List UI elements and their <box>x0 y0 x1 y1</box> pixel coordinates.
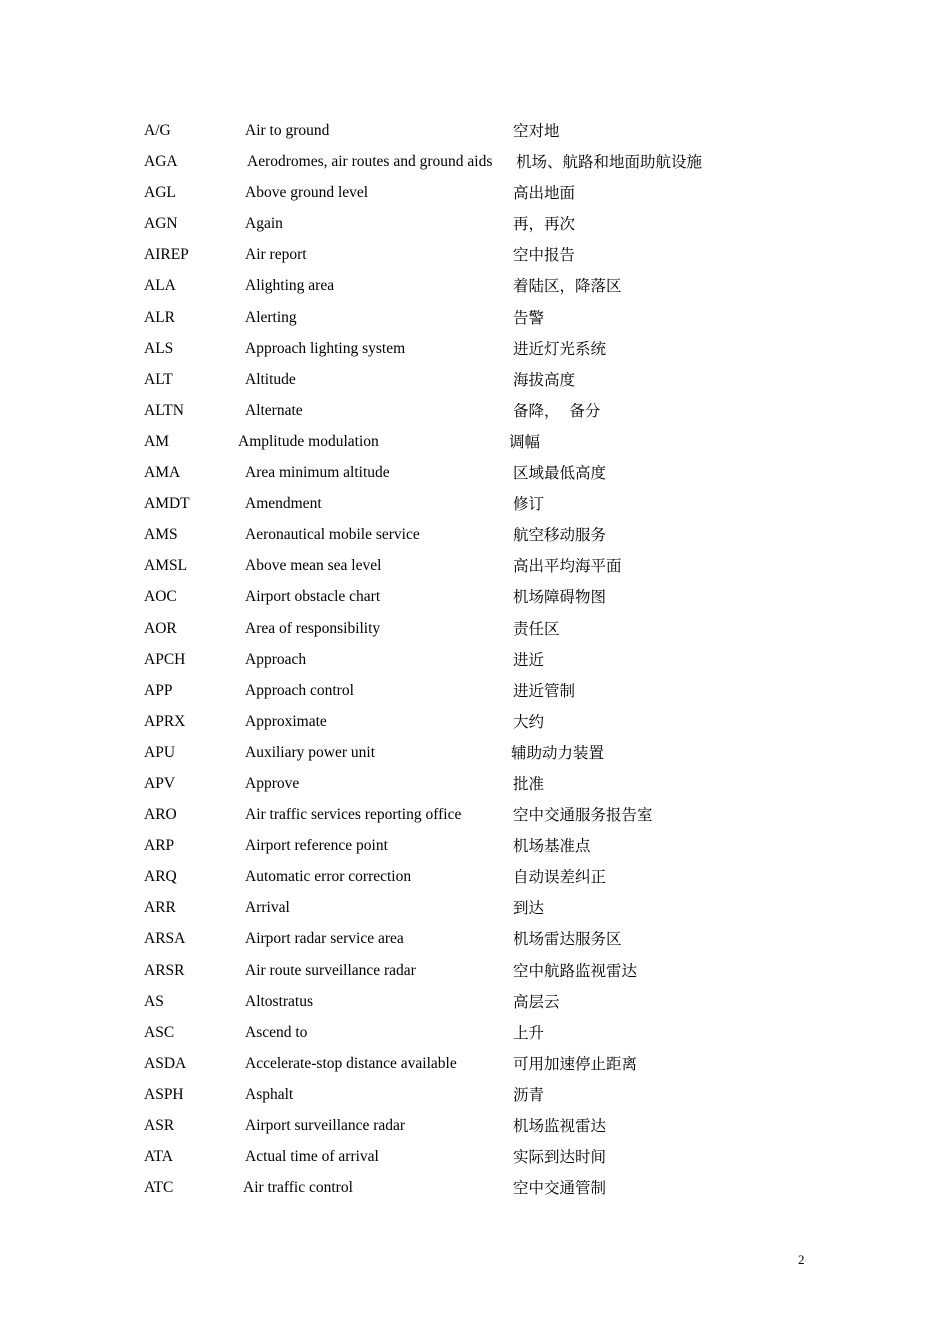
list-item <box>0 956 950 987</box>
abbreviation: ALTN <box>144 401 184 419</box>
abbreviation: APRX <box>144 712 186 730</box>
english-term: Actual time of arrival <box>245 1148 379 1166</box>
list-item <box>0 116 950 147</box>
list-item <box>0 676 950 707</box>
list-item <box>0 303 950 334</box>
english-term: Ascend to <box>245 1023 308 1041</box>
abbreviation: ARSR <box>144 961 185 979</box>
chinese-term: 高出平均海平面 <box>513 557 622 576</box>
list-item <box>0 271 950 302</box>
list-item <box>0 831 950 862</box>
list-item <box>0 1049 950 1080</box>
list-item <box>0 365 950 396</box>
abbreviation: ARR <box>144 899 176 917</box>
list-item <box>0 520 950 551</box>
list-item <box>0 924 950 955</box>
chinese-term: 海拔高度 <box>513 370 576 389</box>
chinese-term: 再，再次 <box>513 215 576 234</box>
abbreviation: AGL <box>144 184 176 202</box>
abbreviation: AGA <box>144 153 178 171</box>
list-item <box>0 893 950 924</box>
abbreviation: ARO <box>144 806 177 824</box>
list-item <box>0 1018 950 1049</box>
abbreviation: ARQ <box>144 868 177 886</box>
abbreviation: AGN <box>144 215 178 233</box>
chinese-term: 高出地面 <box>513 184 576 203</box>
chinese-term: 空中报告 <box>513 246 576 265</box>
chinese-term: 着陆区，降落区 <box>513 277 622 296</box>
english-term: Automatic error correction <box>245 868 412 886</box>
abbreviation: APV <box>144 774 176 792</box>
english-term: Asphalt <box>245 1085 294 1103</box>
list-item <box>0 489 950 520</box>
chinese-term: 调幅 <box>509 432 541 451</box>
english-term: Above mean sea level <box>245 557 382 575</box>
list-item <box>0 1142 950 1173</box>
chinese-term: 实际到达时间 <box>513 1148 607 1167</box>
abbreviation: ASDA <box>144 1054 187 1072</box>
chinese-term: 进近 <box>513 650 545 669</box>
list-item <box>0 769 950 800</box>
list-item <box>0 178 950 209</box>
english-term: Air route surveillance radar <box>245 961 416 979</box>
list-item <box>0 334 950 365</box>
abbreviation: AMSL <box>144 557 188 575</box>
abbreviation: ASPH <box>144 1085 184 1103</box>
english-term: Altitude <box>245 370 296 388</box>
abbreviation: AIREP <box>144 246 189 264</box>
list-item <box>0 582 950 613</box>
list-item <box>0 147 950 178</box>
list-item <box>0 427 950 458</box>
english-term: Again <box>245 215 283 233</box>
chinese-term: 沥青 <box>513 1085 545 1104</box>
abbreviation: ATA <box>144 1148 173 1166</box>
chinese-term: 机场、航路和地面助航设施 <box>516 153 703 172</box>
english-term: Airport obstacle chart <box>245 588 381 606</box>
chinese-term: 备降， 备分 <box>513 401 601 420</box>
chinese-term: 进近灯光系统 <box>513 339 607 358</box>
abbreviation: ALT <box>144 370 173 388</box>
chinese-term: 可用加速停止距离 <box>513 1054 638 1073</box>
english-term: Aerodromes, air routes and ground aids <box>247 153 493 171</box>
chinese-term: 空中航路监视雷达 <box>513 961 638 980</box>
list-item <box>0 240 950 271</box>
list-item <box>0 614 950 645</box>
abbreviation: AMA <box>144 464 181 482</box>
abbreviation: ALS <box>144 339 174 357</box>
english-term: Air to ground <box>245 122 330 139</box>
abbreviation: ALA <box>144 277 176 295</box>
chinese-term: 机场基准点 <box>513 837 591 856</box>
english-term: Aeronautical mobile service <box>245 526 420 544</box>
abbreviation: ASR <box>144 1117 175 1134</box>
chinese-term: 机场监视雷达 <box>513 1117 607 1135</box>
english-term: Air traffic services reporting office <box>245 806 462 824</box>
abbreviation: ALR <box>144 308 175 326</box>
list-item <box>0 551 950 582</box>
abbreviation: AS <box>144 992 164 1010</box>
abbreviation: AOR <box>144 619 177 637</box>
chinese-term: 自动误差纠正 <box>513 868 607 887</box>
english-term: Approach <box>245 650 307 668</box>
abbreviation: ARP <box>144 837 175 855</box>
chinese-term: 责任区 <box>513 619 560 638</box>
list-item <box>0 396 950 427</box>
list-item <box>0 1173 950 1204</box>
chinese-term: 到达 <box>513 899 545 918</box>
english-term: Amplitude modulation <box>238 432 379 450</box>
english-term: Area of responsibility <box>245 619 381 637</box>
english-term: Amendment <box>245 495 322 513</box>
abbreviation: APCH <box>144 650 186 668</box>
list-item <box>0 645 950 676</box>
english-term: Airport radar service area <box>245 930 404 948</box>
list-item <box>0 862 950 893</box>
english-term: Arrival <box>245 899 290 917</box>
english-term: Altostratus <box>245 992 314 1010</box>
chinese-term: 辅助动力装置 <box>511 743 605 762</box>
english-term: Approve <box>245 774 300 792</box>
english-term: Approach control <box>245 681 354 699</box>
list-item <box>0 800 950 831</box>
chinese-term: 进近管制 <box>513 681 576 700</box>
english-term: Approximate <box>245 712 327 730</box>
abbreviation: ARSA <box>144 930 186 948</box>
english-term: Airport surveillance radar <box>245 1117 406 1134</box>
english-term: Alerting <box>245 308 297 326</box>
english-term: Airport reference point <box>245 837 388 855</box>
english-term: Air report <box>245 246 307 264</box>
abbreviation: AOC <box>144 588 177 606</box>
chinese-term: 批准 <box>513 774 545 793</box>
abbreviation: ASC <box>144 1023 175 1041</box>
abbreviation: AM <box>144 432 169 450</box>
english-term: Alternate <box>245 401 303 419</box>
english-term: Area minimum altitude <box>245 464 390 482</box>
chinese-term: 修订 <box>513 495 545 514</box>
abbreviation-list <box>0 116 950 1204</box>
english-term: Approach lighting system <box>245 339 406 357</box>
chinese-term: 空对地 <box>513 122 560 140</box>
abbreviation: AMDT <box>144 495 190 513</box>
english-term: Alighting area <box>245 277 335 295</box>
list-item <box>0 738 950 769</box>
chinese-term: 机场雷达服务区 <box>513 930 622 949</box>
chinese-term: 告警 <box>513 308 545 327</box>
chinese-term: 空中交通服务报告室 <box>513 806 653 825</box>
list-item <box>0 707 950 738</box>
abbreviation: APP <box>144 681 173 699</box>
chinese-term: 大约 <box>513 712 545 731</box>
abbreviation: AMS <box>144 526 178 544</box>
chinese-term: 区域最低高度 <box>513 464 607 483</box>
english-term: Air traffic control <box>243 1179 353 1197</box>
abbreviation: APU <box>144 743 176 761</box>
list-item <box>0 987 950 1018</box>
chinese-term: 机场障碍物图 <box>513 588 607 607</box>
english-term: Auxiliary power unit <box>245 743 376 761</box>
list-item <box>0 458 950 489</box>
list-item <box>0 209 950 240</box>
list-item <box>0 1080 950 1111</box>
chinese-term: 空中交通管制 <box>513 1179 607 1198</box>
page-number: 2 <box>798 1252 805 1267</box>
list-item <box>0 1111 950 1142</box>
chinese-term: 上升 <box>513 1023 545 1042</box>
abbreviation: A/G <box>144 122 171 139</box>
chinese-term: 航空移动服务 <box>513 526 607 545</box>
english-term: Accelerate-stop distance available <box>245 1054 457 1072</box>
chinese-term: 高层云 <box>513 992 560 1011</box>
english-term: Above ground level <box>245 184 369 202</box>
abbreviation: ATC <box>144 1179 174 1197</box>
